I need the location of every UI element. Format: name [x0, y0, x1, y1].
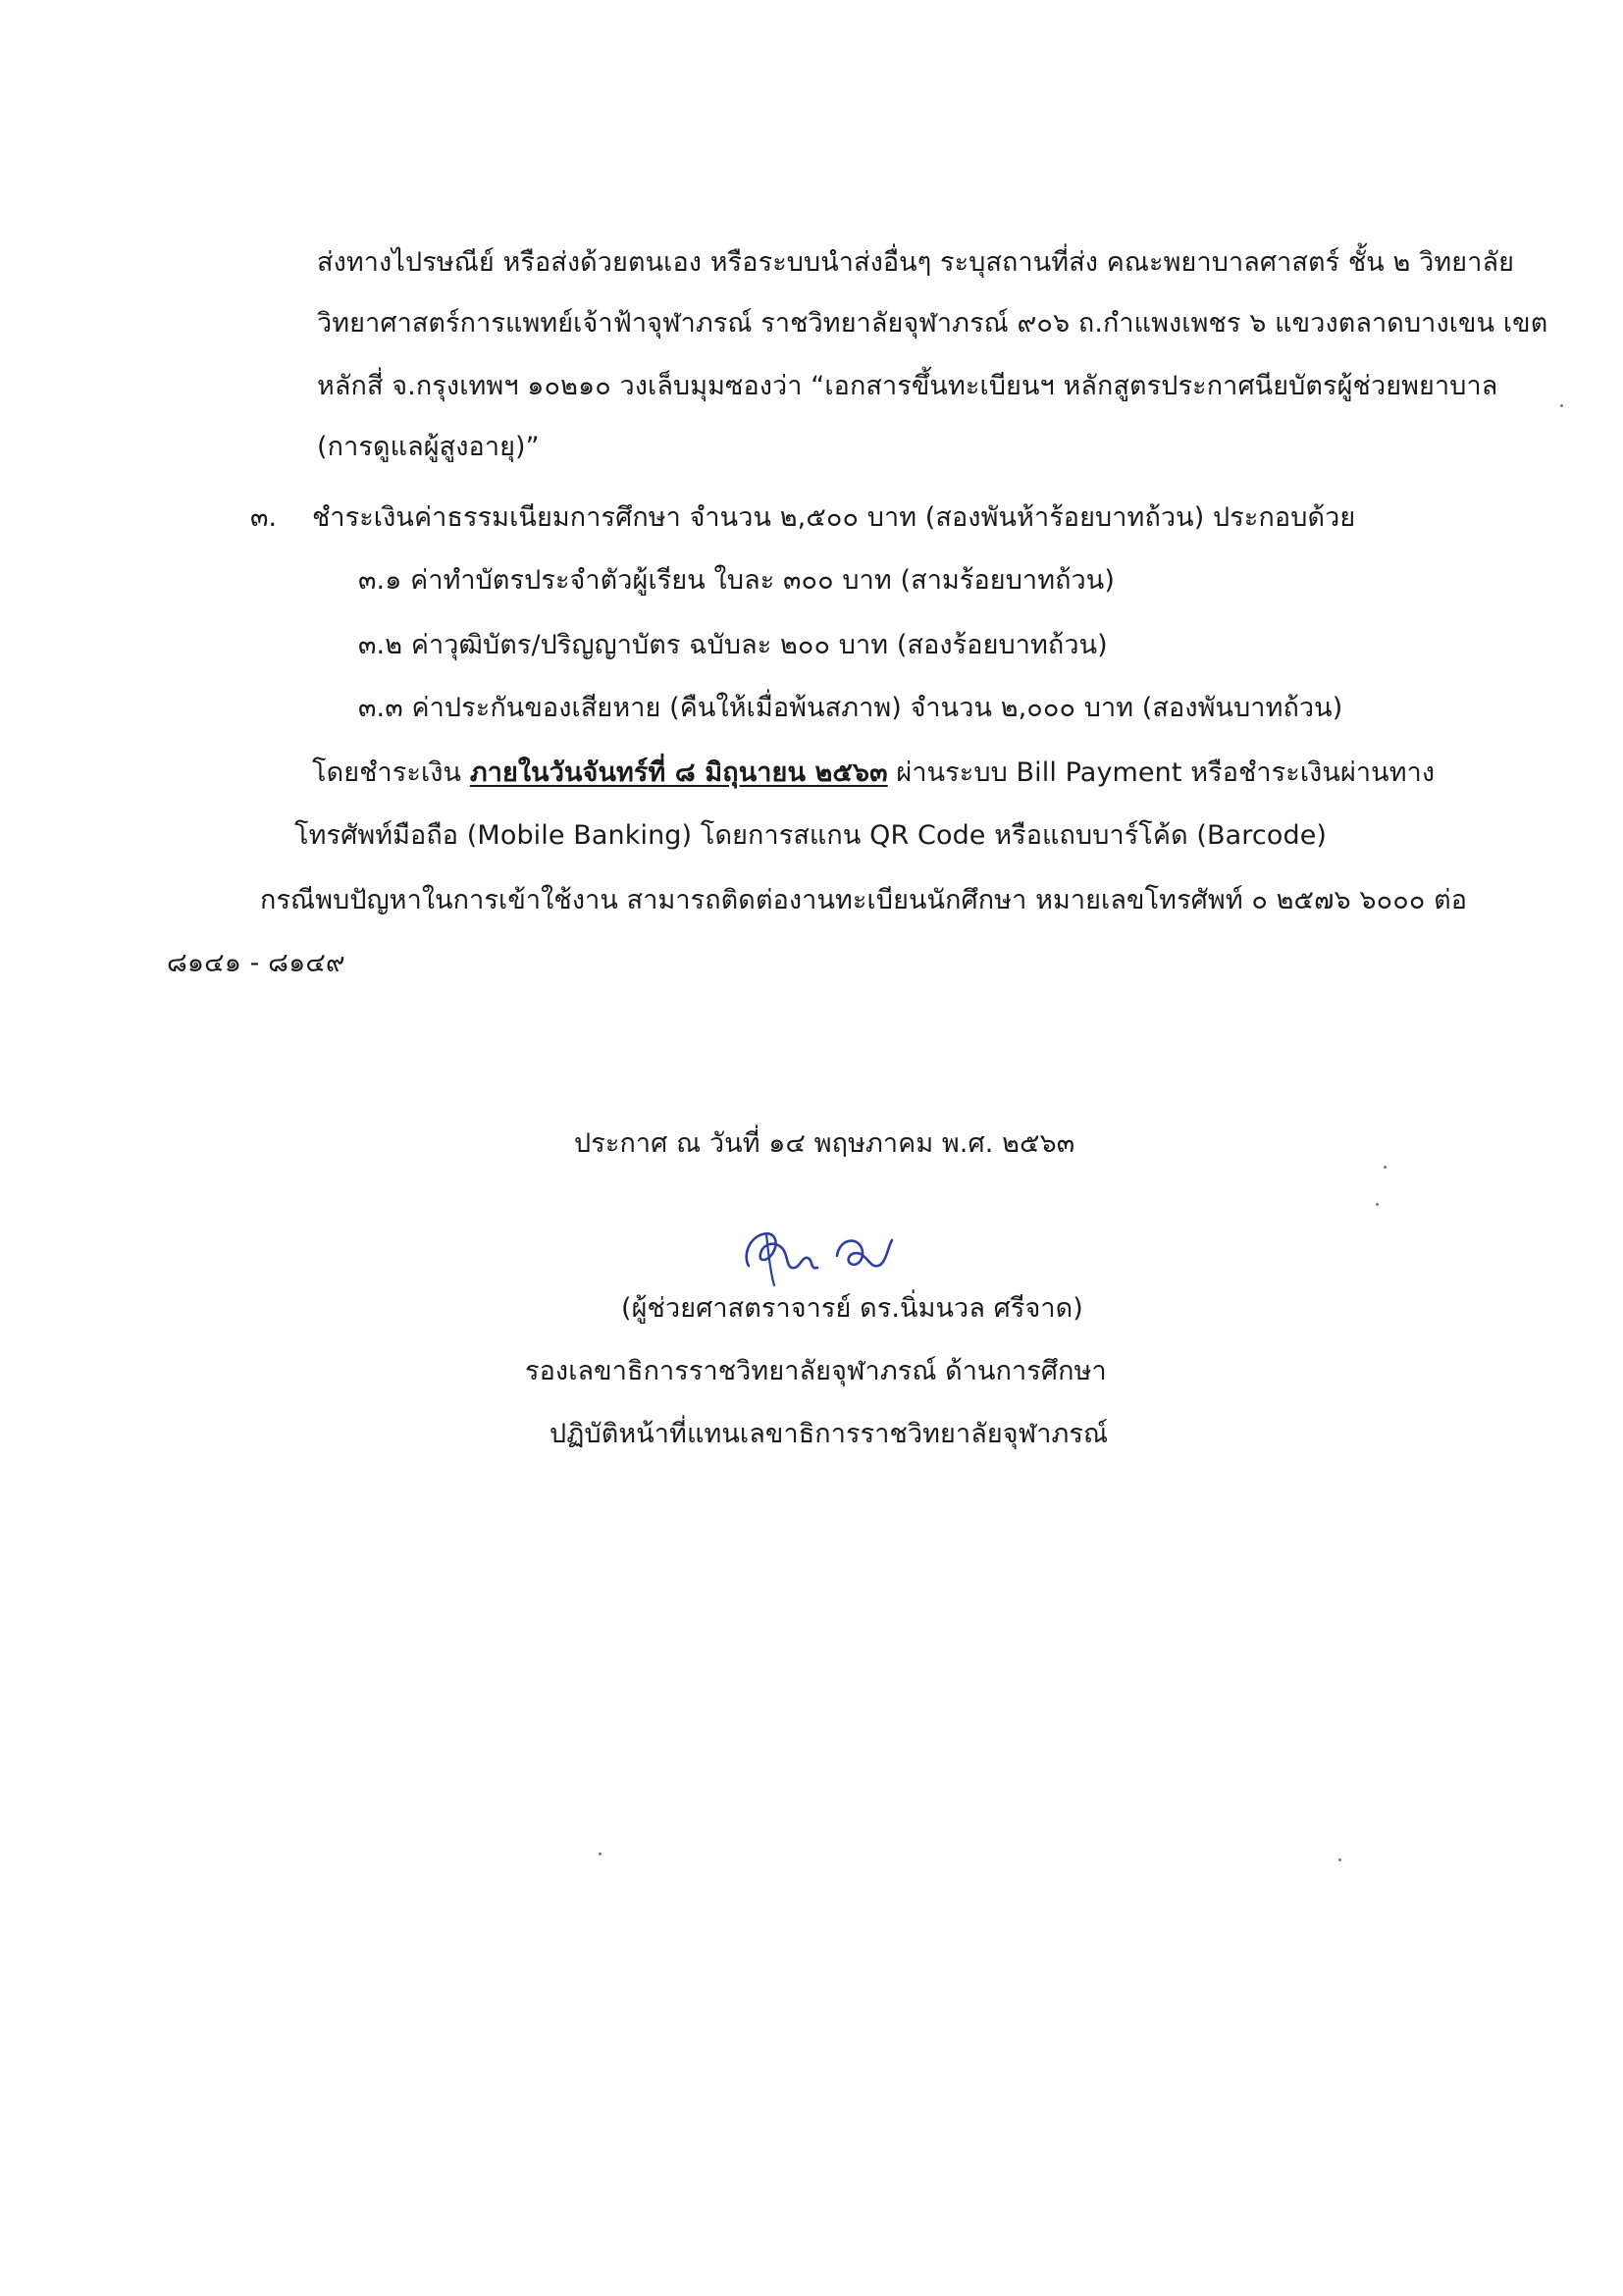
payment-prefix: โดยชำระเงิน — [312, 757, 470, 788]
para1-line3: หลักสี่ จ.กรุงเทพฯ ๑๐๒๑๐ วงเล็บมุมซองว่า “เอกสารขึ้นทะเบียนฯ หลักสูตรประกาศนียบัตรผู้ช่วยพยาบาล — [317, 371, 1498, 401]
announce-date: ประกาศ ณ วันที่ ๑๔ พฤษภาคม พ.ศ. ๒๕๖๓ — [574, 1128, 1075, 1159]
para1-line1: ส่งทางไปรษณีย์ หรือส่งด้วยตนเอง หรือระบบนำส่งอื่นๆ ระบุสถานที่ส่ง คณะพยาบาลศาสตร์ ชั้น ๒ วิทยาลัย — [317, 247, 1515, 278]
signer-name: (ผู้ช่วยศาสตราจารย์ ดร.นิ่มนวล ศรีจาด) — [621, 1293, 1083, 1324]
item3-3: ๓.๓ ค่าประกันของเสียหาย (คืนให้เมื่อพ้นสภาพ) จำนวน ๒,๐๐๐ บาท (สองพันบาทถ้วน) — [358, 693, 1343, 723]
item3-text: ชำระเงินค่าธรรมเนียมการศึกษา จำนวน ๒,๕๐๐ บาท (สองพันห้าร้อยบาทถ้วน) ประกอบด้วย — [312, 502, 1356, 533]
contact-line1: กรณีพบปัญหาในการเข้าใช้งาน สามารถติดต่องานทะเบียนนักศึกษา หมายเลขโทรศัพท์ ๐ ๒๕๗๖ ๖๐๐๐ ต่อ — [260, 885, 1468, 915]
signer-position2: ปฏิบัติหน้าที่แทนเลขาธิการราชวิทยาลัยจุฬาภรณ์ — [550, 1419, 1109, 1449]
signer-position1: รองเลขาธิการราชวิทยาลัยจุฬาภรณ์ ด้านการศึกษา — [525, 1356, 1107, 1386]
scan-speck — [1384, 1166, 1387, 1169]
payment-suffix: ผ่านระบบ Bill Payment หรือชำระเงินผ่านทาง — [887, 757, 1436, 788]
scan-speck — [1560, 404, 1563, 407]
para1-line2: วิทยาศาสตร์การแพทย์เจ้าฟ้าจุฬาภรณ์ ราชวิทยาลัยจุฬาภรณ์ ๙๐๖ ถ.กำแพงเพชร ๖ แขวงตลาดบางเขน เขต — [317, 308, 1548, 339]
payment-line1 — [312, 754, 1435, 793]
para1-line4: (การดูแลผู้สูงอายุ)” — [317, 432, 540, 462]
item3-2: ๓.๒ ค่าวุฒิบัตร/ปริญญาบัตร ฉบับละ ๒๐๐ บาท (สองร้อยบาทถ้วน) — [358, 630, 1108, 660]
scan-speck — [1338, 1858, 1341, 1861]
signature-image — [731, 1217, 908, 1295]
contact-line2: ๘๑๔๑ - ๘๑๔๙ — [167, 948, 345, 978]
scan-speck — [1376, 1203, 1379, 1206]
payment-line2: โทรศัพท์มือถือ (Mobile Banking) โดยการสแกน QR Code หรือแถบบาร์โค้ด (Barcode) — [294, 820, 1328, 851]
item3-1: ๓.๑ ค่าทำบัตรประจำตัวผู้เรียน ใบละ ๓๐๐ บาท (สามร้อยบาทถ้วน) — [358, 565, 1115, 596]
payment-deadline: ภายในวันจันทร์ที่ ๘ มิถุนายน ๒๕๖๓ — [469, 757, 888, 788]
scan-speck — [599, 1852, 602, 1855]
item3-number: ๓. — [250, 502, 278, 533]
